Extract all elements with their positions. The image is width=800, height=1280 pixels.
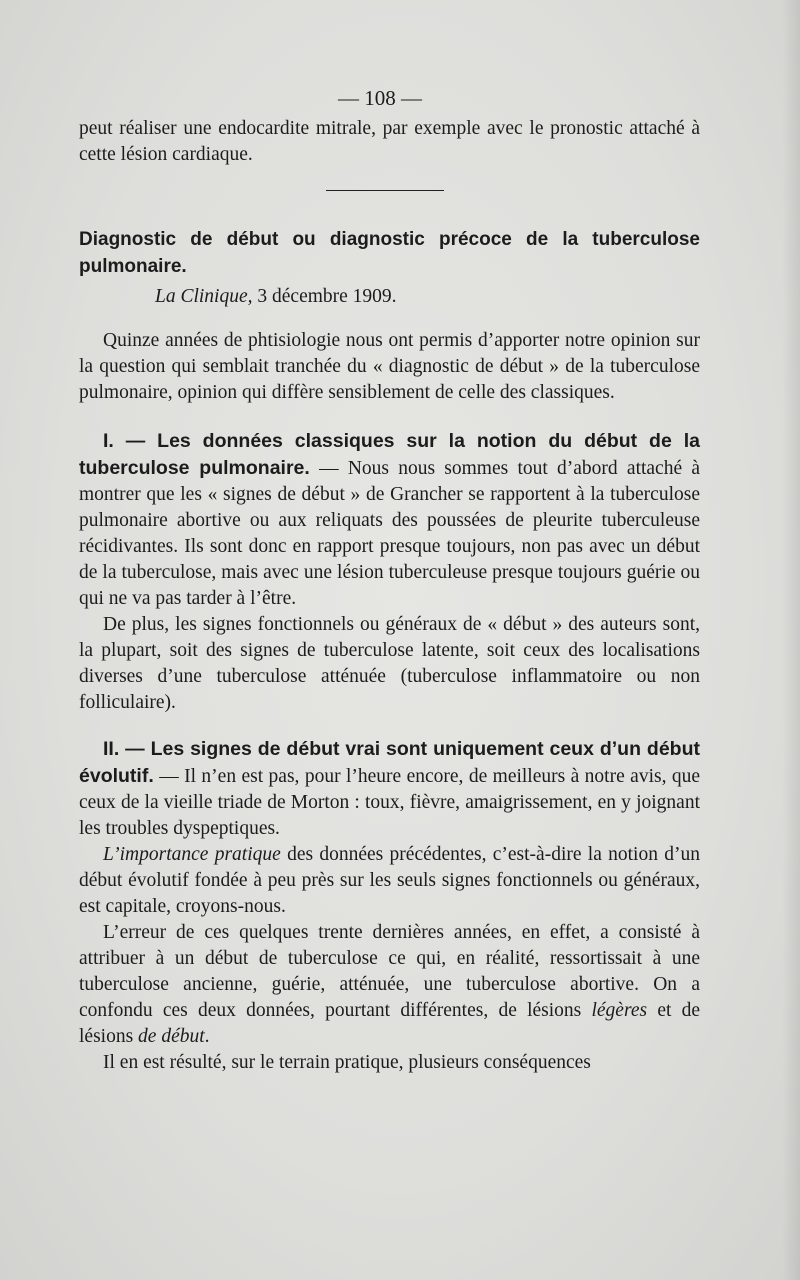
intro-text: peut réaliser une endocardite mitrale, par exemple avec le pronostic attaché à cette lésion cardiaque. <box>79 118 700 165</box>
paragraph-3: De plus, les signes fonctionnels ou généraux de « début » des auteurs sont, la plupart, soit des signes de tuberculose latente, soit ceux des localisations diverses d’une tuberculose atténuée (tuberculose inflammatoire ou non folliculaire). <box>79 614 700 713</box>
paragraph-5-text: des données précédentes, c’est-à-dire la notion d’un début évolutif fondée à peu près sur les seuls signes fonctionnels ou généraux, est capitale, croyons-nous. <box>79 844 701 917</box>
section-1 <box>79 428 700 612</box>
paragraph-6 <box>79 920 700 1050</box>
source-date: 3 décembre 1909. <box>257 286 397 307</box>
paragraph-6-text-b: et de lésions <box>79 1000 701 1047</box>
section-2-heading: II. — Les signes de début vrai sont uniquement ceux d’un début évolutif. <box>79 738 700 787</box>
body-text <box>79 328 700 1076</box>
paragraph-6-text-a: L’erreur de ces quelques trente dernières années, en effet, a consisté à attribuer à un début de tuberculose ce qui, en réalité, ressortissait à une tuberculose ancienne, guérie, atténuée, une tuberculose abortive. On a confondu ces deux données, pourtant différentes, de lésions <box>79 922 700 1021</box>
paragraph-5 <box>79 842 700 920</box>
section-2 <box>79 736 700 842</box>
section-divider <box>326 190 444 191</box>
paragraph-6-italic-b: de début <box>138 1026 205 1047</box>
section-2-text: — Il n’en est pas, pour l’heure encore, de meilleurs à notre avis, que ceux de la vieille triade de Morton : toux, fièvre, amaigrissement, en y joignant les troubles dyspeptiques. <box>79 766 701 839</box>
paragraph-1: Quinze années de phtisiologie nous ont permis d’apporter notre opinion sur la question qui semblait tranchée du « diagnostic de début » de la tuberculose pulmonaire, opinion qui diffère sensiblement de celle des classiques. <box>79 330 700 403</box>
paragraph-6-italic-a: légères <box>591 1000 648 1021</box>
article-title: Diagnostic de début ou diagnostic précoce de la tuberculose pulmonaire. <box>79 229 700 277</box>
article-source <box>155 286 397 308</box>
paragraph-6-end: . <box>204 1026 210 1047</box>
intro-paragraph <box>79 116 700 168</box>
section-1-text: — Nous nous sommes tout d’abord attaché à montrer que les « signes de début » de Grancher se rapportent à la tuberculose pulmonaire abortive ou aux reliquats des poussées de pleurite tuberculeuse récidivantes. Ils sont donc en rapport presque toujours, non pas avec un début de la tuberculose, mais avec une lésion tuberculeuse presque toujours guérie ou qui ne va pas tarder à l’être. <box>79 458 701 609</box>
section-1-heading: I. — Les données classiques sur la notion du début de la tuberculose pulmonaire. <box>79 430 700 479</box>
page-edge-shadow <box>782 0 800 1280</box>
paragraph-5-italic: L’importance pratique <box>103 844 281 865</box>
page-number: — 108 — <box>338 86 422 110</box>
source-journal: La Clinique, <box>155 286 253 307</box>
paragraph-7: Il en est résulté, sur le terrain pratique, plusieurs conséquences <box>103 1052 591 1073</box>
